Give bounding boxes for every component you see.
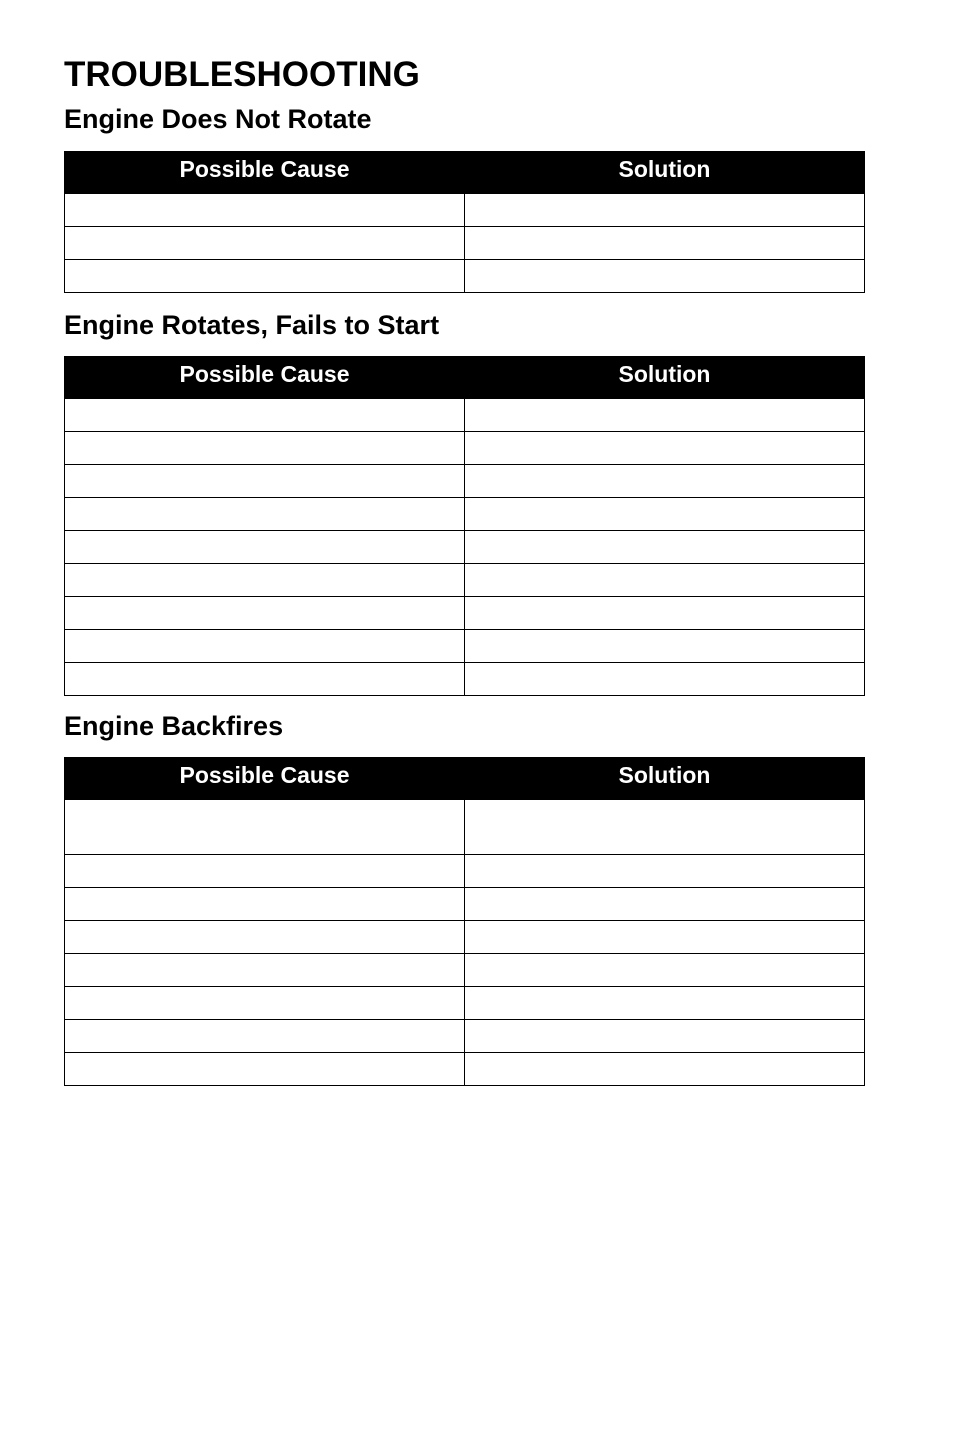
table-row — [65, 954, 865, 987]
table-row — [65, 227, 865, 260]
table-row — [65, 564, 865, 597]
solution-cell — [465, 800, 865, 855]
table-row — [65, 630, 865, 663]
solution-cell — [465, 954, 865, 987]
solution-cell — [465, 1020, 865, 1053]
table-row — [65, 921, 865, 954]
solution-cell — [465, 260, 865, 293]
solution-cell — [465, 1053, 865, 1086]
table-header-row — [65, 152, 865, 194]
column-header-possible-cause: Possible Cause — [65, 758, 465, 800]
solution-cell — [465, 194, 865, 227]
column-header-possible-cause: Possible Cause — [65, 357, 465, 399]
column-header-solution: Solution — [465, 758, 865, 800]
solution-cell — [465, 432, 865, 465]
cause-cell — [65, 399, 465, 432]
solution-cell — [465, 855, 865, 888]
cause-cell — [65, 597, 465, 630]
cause-cell — [65, 855, 465, 888]
solution-cell — [465, 227, 865, 260]
cause-cell — [65, 260, 465, 293]
cause-cell — [65, 432, 465, 465]
cause-cell — [65, 531, 465, 564]
table-row — [65, 663, 865, 696]
troubleshooting-table-engine-does-not-rotate — [64, 151, 865, 293]
table-row — [65, 260, 865, 293]
cause-cell — [65, 800, 465, 855]
table-row — [65, 531, 865, 564]
table-row — [65, 465, 865, 498]
solution-cell — [465, 663, 865, 696]
table-row — [65, 597, 865, 630]
cause-cell — [65, 921, 465, 954]
column-header-possible-cause: Possible Cause — [65, 152, 465, 194]
troubleshooting-table-engine-backfires — [64, 757, 865, 1086]
solution-cell — [465, 531, 865, 564]
cause-cell — [65, 194, 465, 227]
cause-cell — [65, 498, 465, 531]
solution-cell — [465, 597, 865, 630]
table-row — [65, 1053, 865, 1086]
cause-cell — [65, 227, 465, 260]
table-row — [65, 194, 865, 227]
table-row — [65, 855, 865, 888]
cause-cell — [65, 954, 465, 987]
table-header-row — [65, 357, 865, 399]
table-row — [65, 432, 865, 465]
solution-cell — [465, 987, 865, 1020]
page-title: TROUBLESHOOTING — [64, 55, 420, 94]
column-header-solution: Solution — [465, 152, 865, 194]
section-title-engine-backfires: Engine Backfires — [64, 711, 284, 741]
table-row — [65, 888, 865, 921]
solution-cell — [465, 465, 865, 498]
table-row — [65, 800, 865, 855]
column-header-solution: Solution — [465, 357, 865, 399]
cause-cell — [65, 465, 465, 498]
table-row — [65, 399, 865, 432]
cause-cell — [65, 987, 465, 1020]
solution-cell — [465, 564, 865, 597]
cause-cell — [65, 663, 465, 696]
table-row — [65, 498, 865, 531]
solution-cell — [465, 630, 865, 663]
section-title-engine-rotates-fails-to-start: Engine Rotates, Fails to Start — [64, 310, 440, 340]
table-row — [65, 987, 865, 1020]
solution-cell — [465, 888, 865, 921]
cause-cell — [65, 564, 465, 597]
cause-cell — [65, 888, 465, 921]
table-row — [65, 1020, 865, 1053]
solution-cell — [465, 921, 865, 954]
solution-cell — [465, 399, 865, 432]
cause-cell — [65, 1020, 465, 1053]
solution-cell — [465, 498, 865, 531]
cause-cell — [65, 630, 465, 663]
troubleshooting-table-engine-rotates-fails-to-start — [64, 356, 865, 696]
cause-cell — [65, 1053, 465, 1086]
section-title-engine-does-not-rotate: Engine Does Not Rotate — [64, 104, 372, 134]
table-header-row — [65, 758, 865, 800]
